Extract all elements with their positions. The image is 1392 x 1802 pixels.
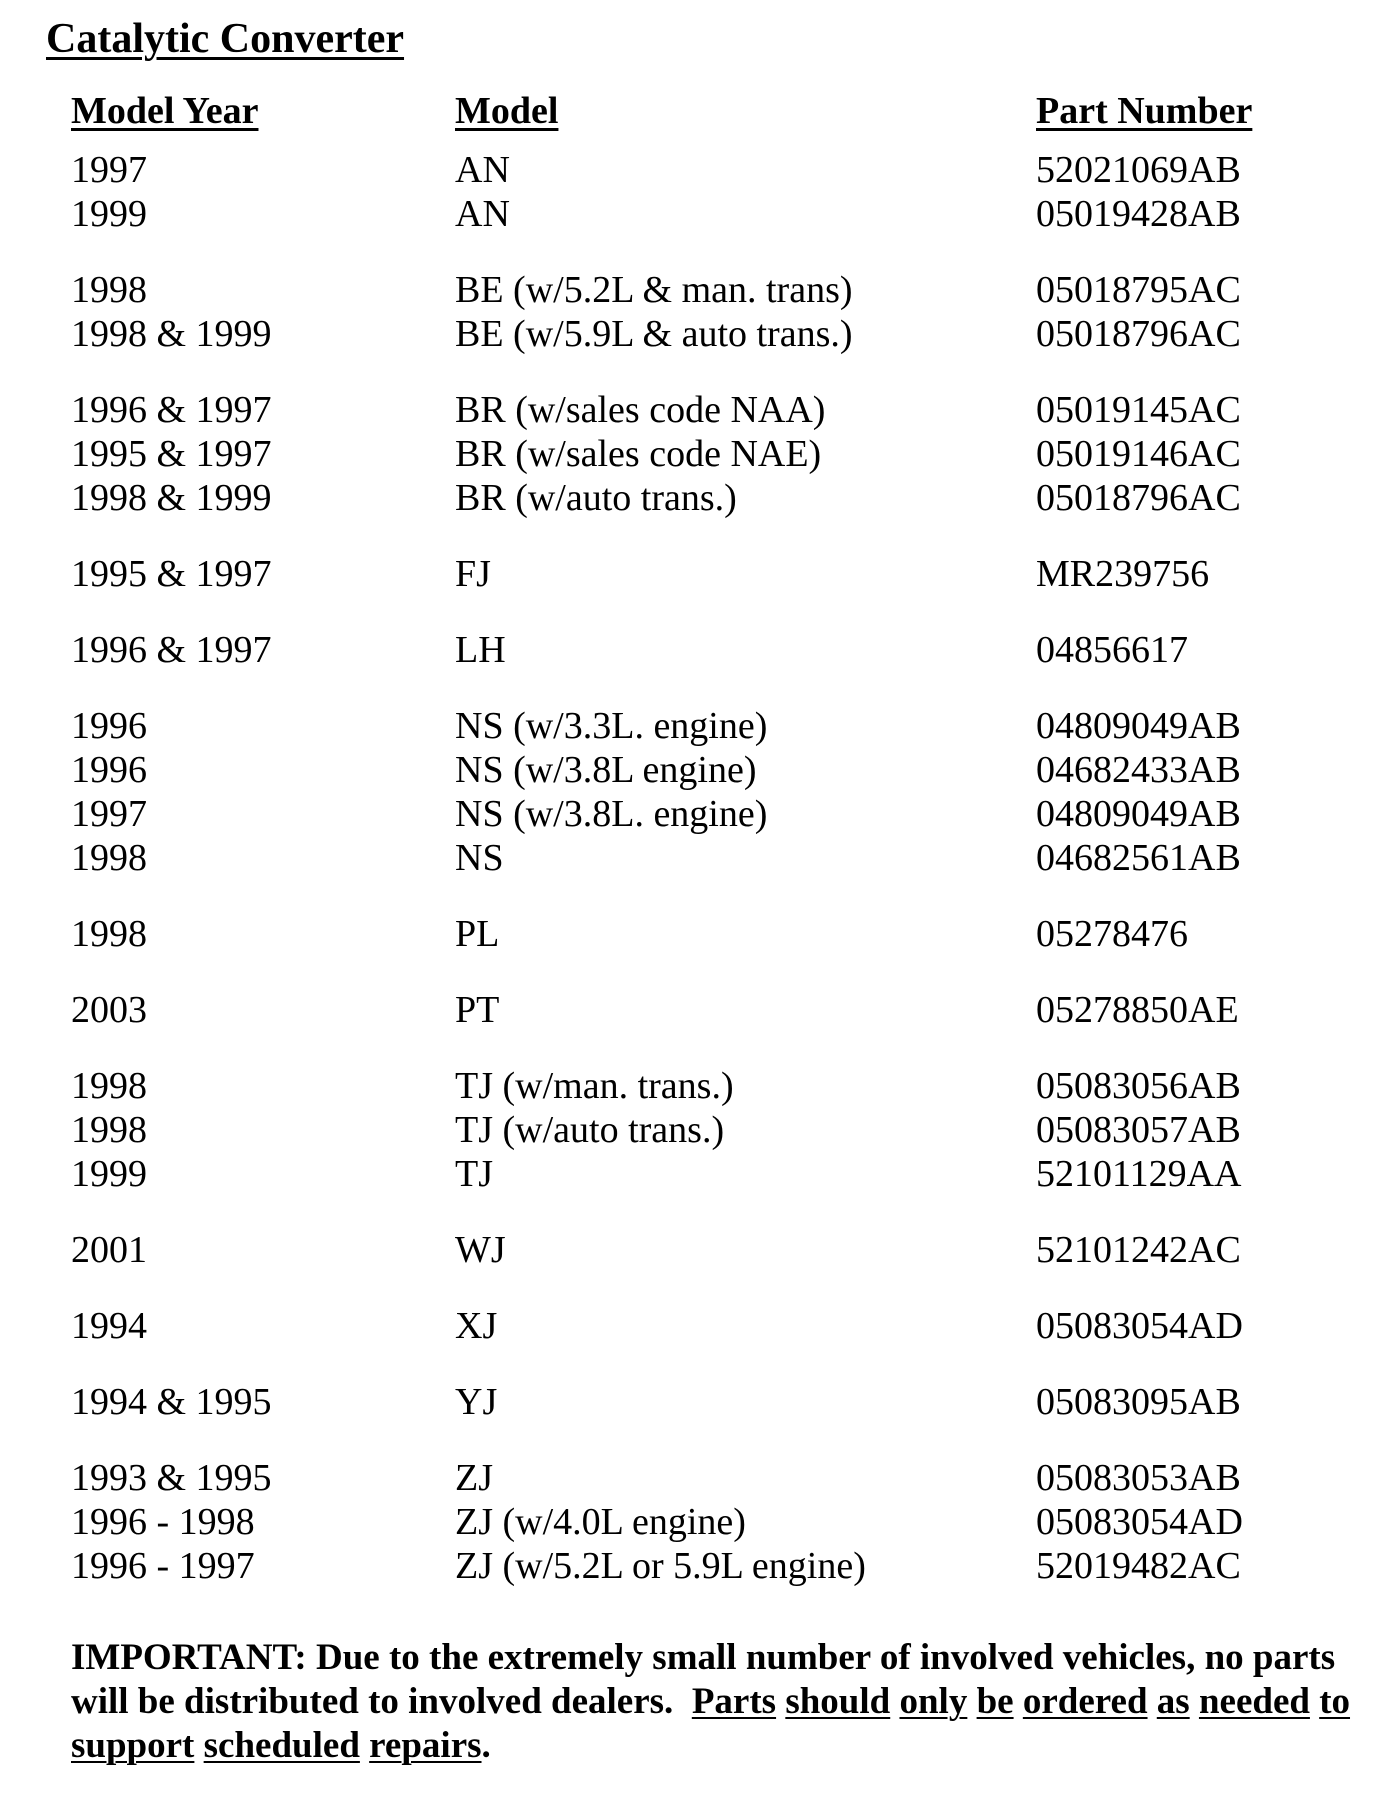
model-cell: ZJ bbox=[455, 1457, 493, 1499]
model-year-cell: 2003 bbox=[71, 989, 147, 1031]
table-row bbox=[0, 476, 1392, 520]
row-group bbox=[0, 912, 1392, 956]
row-group bbox=[0, 988, 1392, 1032]
model-year-cell: 1995 & 1997 bbox=[71, 433, 272, 475]
part-number-cell: 05083056AB bbox=[1036, 1065, 1241, 1107]
important-notice bbox=[71, 1636, 1361, 1768]
model-cell: YJ bbox=[455, 1381, 498, 1423]
table-row bbox=[0, 836, 1392, 880]
model-year-cell: 1998 bbox=[71, 269, 147, 311]
model-year-cell: 1996 - 1998 bbox=[71, 1501, 255, 1543]
table-row bbox=[0, 748, 1392, 792]
notice-emphasis-word: should bbox=[785, 1681, 891, 1722]
model-cell: ZJ (w/4.0L engine) bbox=[455, 1501, 746, 1543]
table-row bbox=[0, 988, 1392, 1032]
part-number-cell: 04682561AB bbox=[1036, 837, 1241, 879]
part-number-cell: 04809049AB bbox=[1036, 705, 1241, 747]
table-row bbox=[0, 1108, 1392, 1152]
part-number-cell: 04682433AB bbox=[1036, 749, 1241, 791]
table-row bbox=[0, 912, 1392, 956]
model-year-cell: 1993 & 1995 bbox=[71, 1457, 272, 1499]
notice-emphasis-word: as bbox=[1156, 1681, 1190, 1722]
notice-emphasis-word: be bbox=[976, 1681, 1014, 1722]
notice-emphasis-word: to bbox=[1319, 1681, 1351, 1722]
table-row bbox=[0, 1304, 1392, 1348]
part-number-cell: 04809049AB bbox=[1036, 793, 1241, 835]
model-year-cell: 1996 & 1997 bbox=[71, 629, 272, 671]
model-year-cell: 1995 & 1997 bbox=[71, 553, 272, 595]
model-cell: NS bbox=[455, 837, 504, 879]
row-group bbox=[0, 268, 1392, 356]
model-cell: BR (w/auto trans.) bbox=[455, 477, 737, 519]
row-group bbox=[0, 1064, 1392, 1196]
notice-emphasis-word: support bbox=[71, 1725, 195, 1766]
model-year-cell: 1994 & 1995 bbox=[71, 1381, 272, 1423]
part-number-cell: 05083054AD bbox=[1036, 1501, 1243, 1543]
model-cell: XJ bbox=[455, 1305, 498, 1347]
row-group bbox=[0, 148, 1392, 236]
model-year-cell: 1998 bbox=[71, 1109, 147, 1151]
model-cell: NS (w/3.8L engine) bbox=[455, 749, 757, 791]
part-number-cell: 52019482AC bbox=[1036, 1545, 1241, 1587]
table-row bbox=[0, 432, 1392, 476]
model-cell: PL bbox=[455, 913, 500, 955]
row-group bbox=[0, 1456, 1392, 1588]
row-group bbox=[0, 1380, 1392, 1424]
model-cell: NS (w/3.3L. engine) bbox=[455, 705, 768, 747]
model-cell: AN bbox=[455, 193, 510, 235]
row-group bbox=[0, 552, 1392, 596]
model-year-cell: 1998 bbox=[71, 837, 147, 879]
table-row bbox=[0, 628, 1392, 672]
part-number-cell: 05018796AC bbox=[1036, 313, 1241, 355]
model-cell: PT bbox=[455, 989, 500, 1031]
notice-emphasis-word: scheduled bbox=[203, 1725, 360, 1766]
part-number-cell: 05083057AB bbox=[1036, 1109, 1241, 1151]
part-number-cell: 05019145AC bbox=[1036, 389, 1241, 431]
model-cell: FJ bbox=[455, 553, 491, 595]
table-row bbox=[0, 1228, 1392, 1272]
part-number-cell: 52101242AC bbox=[1036, 1229, 1241, 1271]
part-number-cell: 05019146AC bbox=[1036, 433, 1241, 475]
part-number-cell: 05278476 bbox=[1036, 913, 1188, 955]
table-row bbox=[0, 792, 1392, 836]
model-cell: NS (w/3.8L. engine) bbox=[455, 793, 768, 835]
row-group bbox=[0, 1304, 1392, 1348]
row-group bbox=[0, 704, 1392, 880]
table-row bbox=[0, 1152, 1392, 1196]
column-header-model: Model bbox=[455, 90, 559, 132]
part-number-cell: 05018795AC bbox=[1036, 269, 1241, 311]
part-number-cell: 05083053AB bbox=[1036, 1457, 1241, 1499]
table-row bbox=[0, 1544, 1392, 1588]
model-year-cell: 1996 bbox=[71, 705, 147, 747]
table-row bbox=[0, 148, 1392, 192]
model-cell: TJ bbox=[455, 1153, 493, 1195]
model-year-cell: 1998 bbox=[71, 1065, 147, 1107]
model-year-cell: 1997 bbox=[71, 149, 147, 191]
part-number-cell: 52101129AA bbox=[1036, 1153, 1242, 1195]
model-year-cell: 1996 - 1997 bbox=[71, 1545, 255, 1587]
model-cell: ZJ (w/5.2L or 5.9L engine) bbox=[455, 1545, 866, 1587]
model-year-cell: 1994 bbox=[71, 1305, 147, 1347]
row-group bbox=[0, 1228, 1392, 1272]
part-number-cell: 05278850AE bbox=[1036, 989, 1239, 1031]
part-number-cell: 05018796AC bbox=[1036, 477, 1241, 519]
part-number-cell: 05083095AB bbox=[1036, 1381, 1241, 1423]
table-row bbox=[0, 268, 1392, 312]
model-cell: TJ (w/auto trans.) bbox=[455, 1109, 725, 1151]
model-year-cell: 1998 bbox=[71, 913, 147, 955]
model-year-cell: 1999 bbox=[71, 1153, 147, 1195]
model-year-cell: 1996 bbox=[71, 749, 147, 791]
notice-emphasis-word: only bbox=[899, 1681, 968, 1722]
page-title: Catalytic Converter bbox=[46, 16, 405, 62]
part-number-cell: 05083054AD bbox=[1036, 1305, 1243, 1347]
table-row bbox=[0, 1380, 1392, 1424]
column-header-part-number: Part Number bbox=[1036, 90, 1253, 132]
model-cell: BR (w/sales code NAA) bbox=[455, 389, 826, 431]
model-year-cell: 1998 & 1999 bbox=[71, 477, 272, 519]
notice-emphasis-word: repairs bbox=[369, 1725, 482, 1766]
row-group bbox=[0, 628, 1392, 672]
table-row bbox=[0, 388, 1392, 432]
model-year-cell: 1998 & 1999 bbox=[71, 313, 272, 355]
model-year-cell: 1997 bbox=[71, 793, 147, 835]
table-row bbox=[0, 192, 1392, 236]
model-cell: BE (w/5.9L & auto trans.) bbox=[455, 313, 853, 355]
table-row bbox=[0, 312, 1392, 356]
model-cell: AN bbox=[455, 149, 510, 191]
notice-end: . bbox=[481, 1725, 491, 1766]
part-number-cell: 05019428AB bbox=[1036, 193, 1241, 235]
model-year-cell: 1996 & 1997 bbox=[71, 389, 272, 431]
parts-table bbox=[0, 148, 1392, 1620]
notice-emphasis-word: ordered bbox=[1022, 1681, 1148, 1722]
table-row bbox=[0, 704, 1392, 748]
model-cell: WJ bbox=[455, 1229, 506, 1271]
column-header-model-year: Model Year bbox=[71, 90, 259, 132]
model-cell: BE (w/5.2L & man. trans) bbox=[455, 269, 853, 311]
model-cell: BR (w/sales code NAE) bbox=[455, 433, 822, 475]
notice-emphasis-word: Parts bbox=[691, 1681, 777, 1722]
part-number-cell: MR239756 bbox=[1036, 553, 1210, 595]
table-row bbox=[0, 1500, 1392, 1544]
model-cell: LH bbox=[455, 629, 506, 671]
notice-lead: IMPORTANT: Due to the extremely small number of involved vehicles, no parts will be distributed to involved dealers. bbox=[71, 1637, 1336, 1722]
table-row bbox=[0, 1064, 1392, 1108]
notice-emphasis-word: needed bbox=[1198, 1681, 1310, 1722]
part-number-cell: 52021069AB bbox=[1036, 149, 1241, 191]
part-number-cell: 04856617 bbox=[1036, 629, 1188, 671]
model-year-cell: 1999 bbox=[71, 193, 147, 235]
table-row bbox=[0, 1456, 1392, 1500]
model-cell: TJ (w/man. trans.) bbox=[455, 1065, 734, 1107]
row-group bbox=[0, 388, 1392, 520]
table-row bbox=[0, 552, 1392, 596]
model-year-cell: 2001 bbox=[71, 1229, 147, 1271]
